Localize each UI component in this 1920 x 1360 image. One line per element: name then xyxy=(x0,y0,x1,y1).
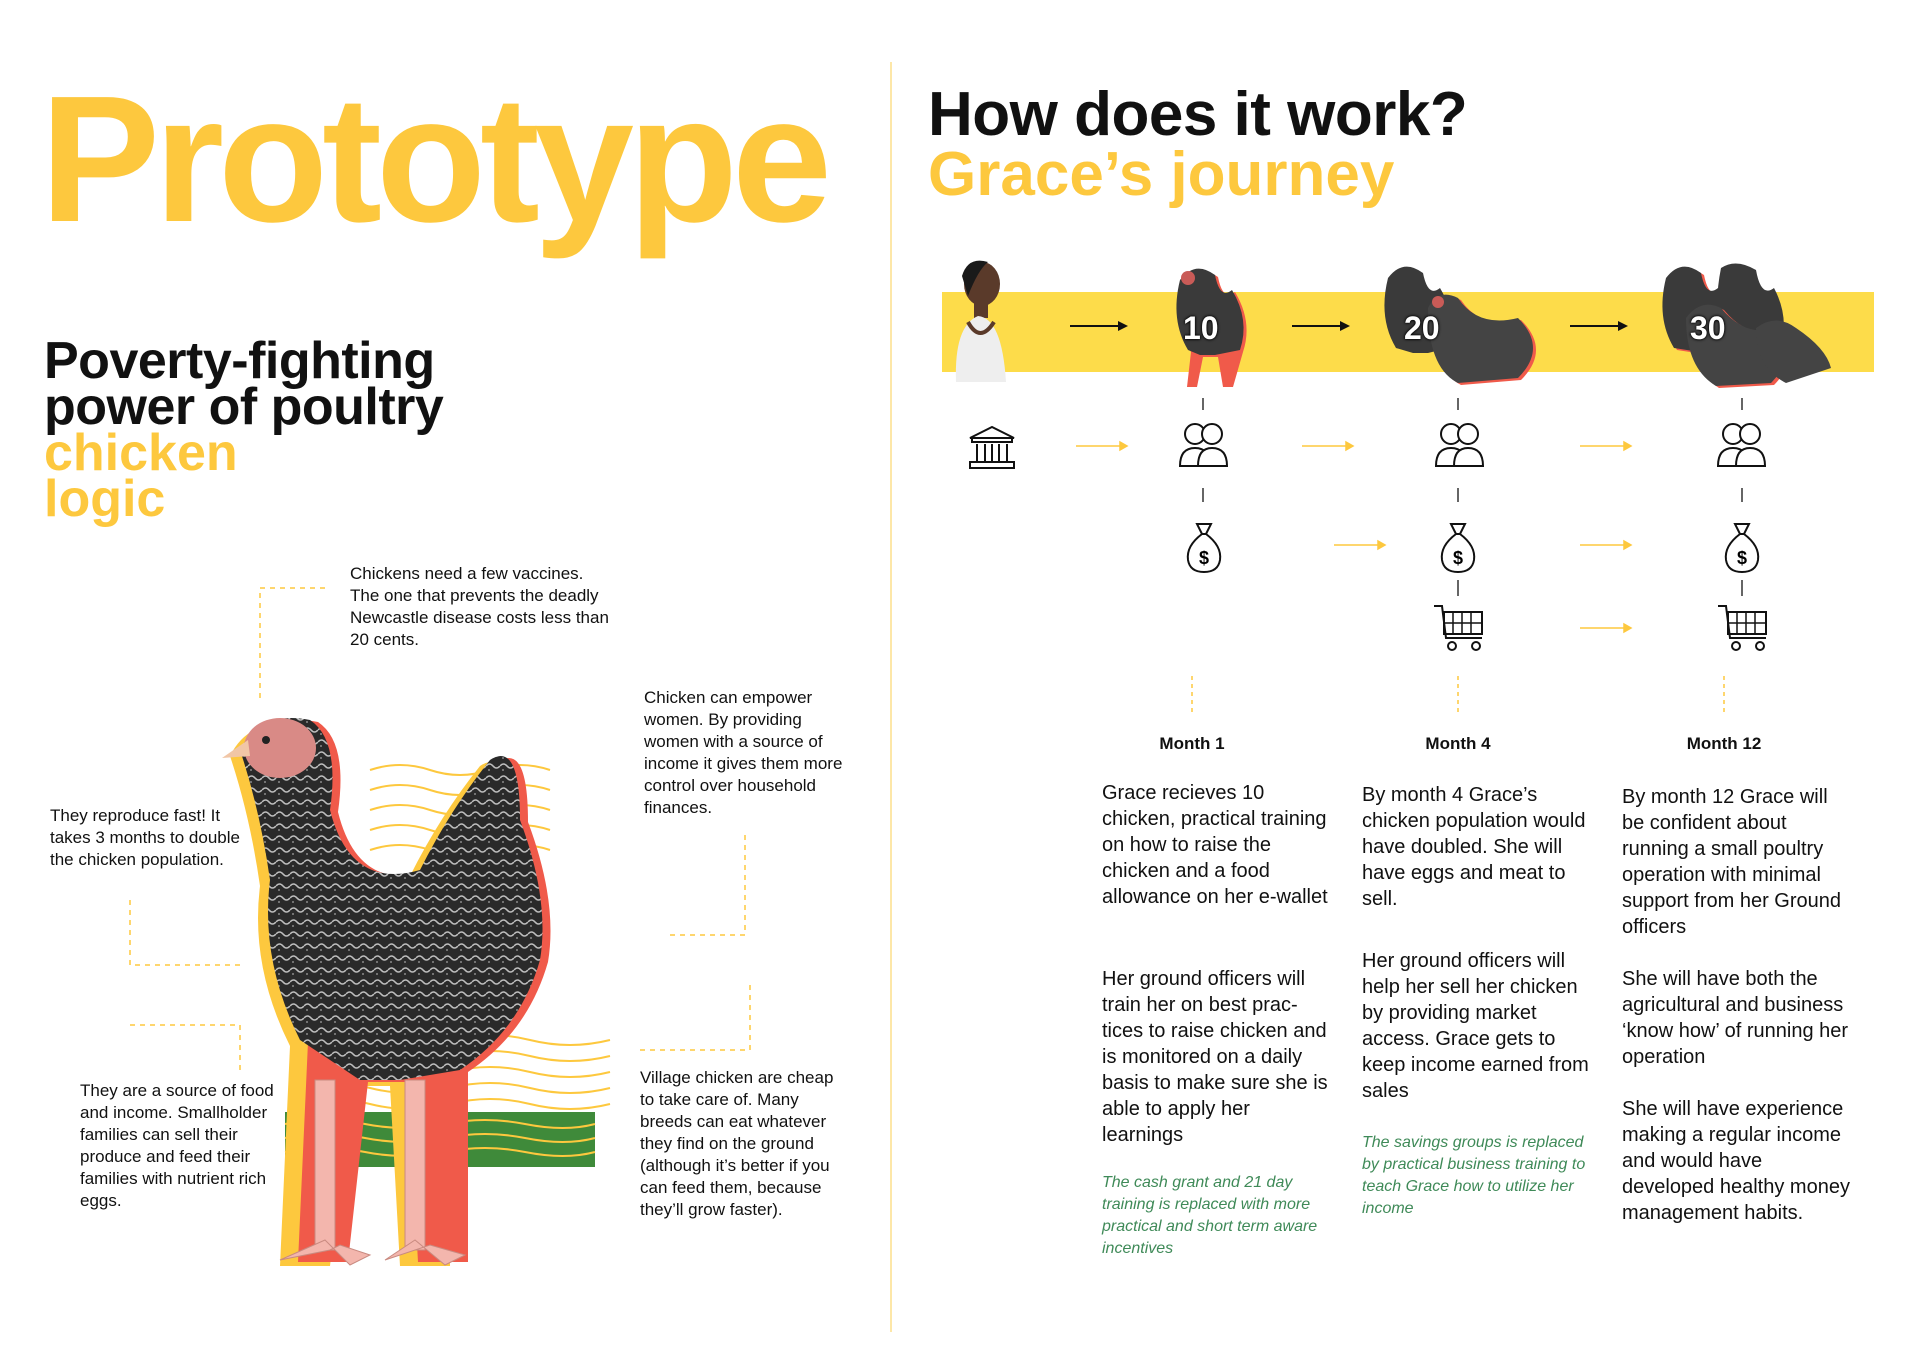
money-bag-icon xyxy=(1184,520,1224,574)
section-heading: How does it work? xyxy=(928,80,1468,149)
month-1-text: Her ground officers will train her on best prac-tices to raise chicken and is monitored on a daily basis to make sure she is able to apply her learnings xyxy=(1102,968,1328,1146)
money-bag-icon xyxy=(1722,520,1762,574)
fact-vaccines: Chickens need a few vaccines. The one that prevents the deadly Newcastle disease costs less than 20 cents. xyxy=(350,564,609,649)
money-bag-icon xyxy=(1438,520,1478,574)
people-icon xyxy=(1434,420,1486,470)
month-label: Month 12 xyxy=(1686,734,1762,753)
chicken-count: 10 xyxy=(1183,310,1219,346)
month-12-text: She will have experience making a regular income and would have developed healthy money management habits. xyxy=(1622,1098,1850,1224)
month-1-text: Grace recieves 10 chicken, practical training on how to raise the chicken and a food allowance on her e-wallet xyxy=(1102,782,1328,908)
chicken-count: 20 xyxy=(1404,310,1440,346)
shopping-cart-icon xyxy=(1432,602,1488,652)
fact-food: They are a source of food and income. Smallholder families can sell their produce and feed their families with nutrient rich eggs. xyxy=(80,1081,274,1210)
month-label: Month 4 xyxy=(1425,734,1491,753)
shopping-cart-icon xyxy=(1716,602,1772,652)
svg-text:$: $ xyxy=(1198,548,1210,568)
subtitle-line: Poverty-fighting xyxy=(44,332,435,390)
fact-cheap: Village chicken are cheap to take care of. Many breeds can eat whatever they find on the ground (although it’s better if you can feed them, because they’ll grow faster). xyxy=(640,1068,834,1219)
month-4-text: By month 4 Grace’s chicken population would have doubled. She will have eggs and meat to sell. xyxy=(1362,784,1586,910)
page-title: Prototype xyxy=(40,59,827,260)
chicken-count: 30 xyxy=(1690,310,1726,346)
month-4-note: The savings groups is replaced by practical business training to teach Grace how to utilize her income xyxy=(1362,1134,1586,1217)
svg-text:$: $ xyxy=(1736,548,1748,568)
people-icon xyxy=(1178,420,1230,470)
month-4-text: Her ground officers will help her sell her chicken by providing market access. Grace gets to keep income earned from sales xyxy=(1362,950,1589,1102)
fact-empower: Chicken can empower women. By providing women with a source of income it gives them more control over household finances. xyxy=(644,688,843,817)
fact-reproduce: They reproduce fast! It takes 3 months to double the chicken population. xyxy=(50,806,240,869)
month-12-text: She will have both the agricultural and business ‘know how’ of running her operation xyxy=(1622,968,1849,1068)
subtitle-line: logic xyxy=(44,470,166,528)
subtitle-line: power of poultry xyxy=(44,378,444,436)
bank-icon xyxy=(966,424,1018,472)
subtitle-line: chicken xyxy=(44,424,238,482)
people-icon xyxy=(1716,420,1768,470)
month-label: Month 1 xyxy=(1159,734,1225,753)
month-1-note: The cash grant and 21 day training is replaced with more practical and short term aware incentives xyxy=(1102,1174,1318,1257)
svg-text:$: $ xyxy=(1452,548,1464,568)
month-12-text: By month 12 Grace will be confident about running a small poultry operation with minimal support from her Ground officers xyxy=(1622,786,1841,938)
section-subheading: Grace’s journey xyxy=(928,140,1395,209)
